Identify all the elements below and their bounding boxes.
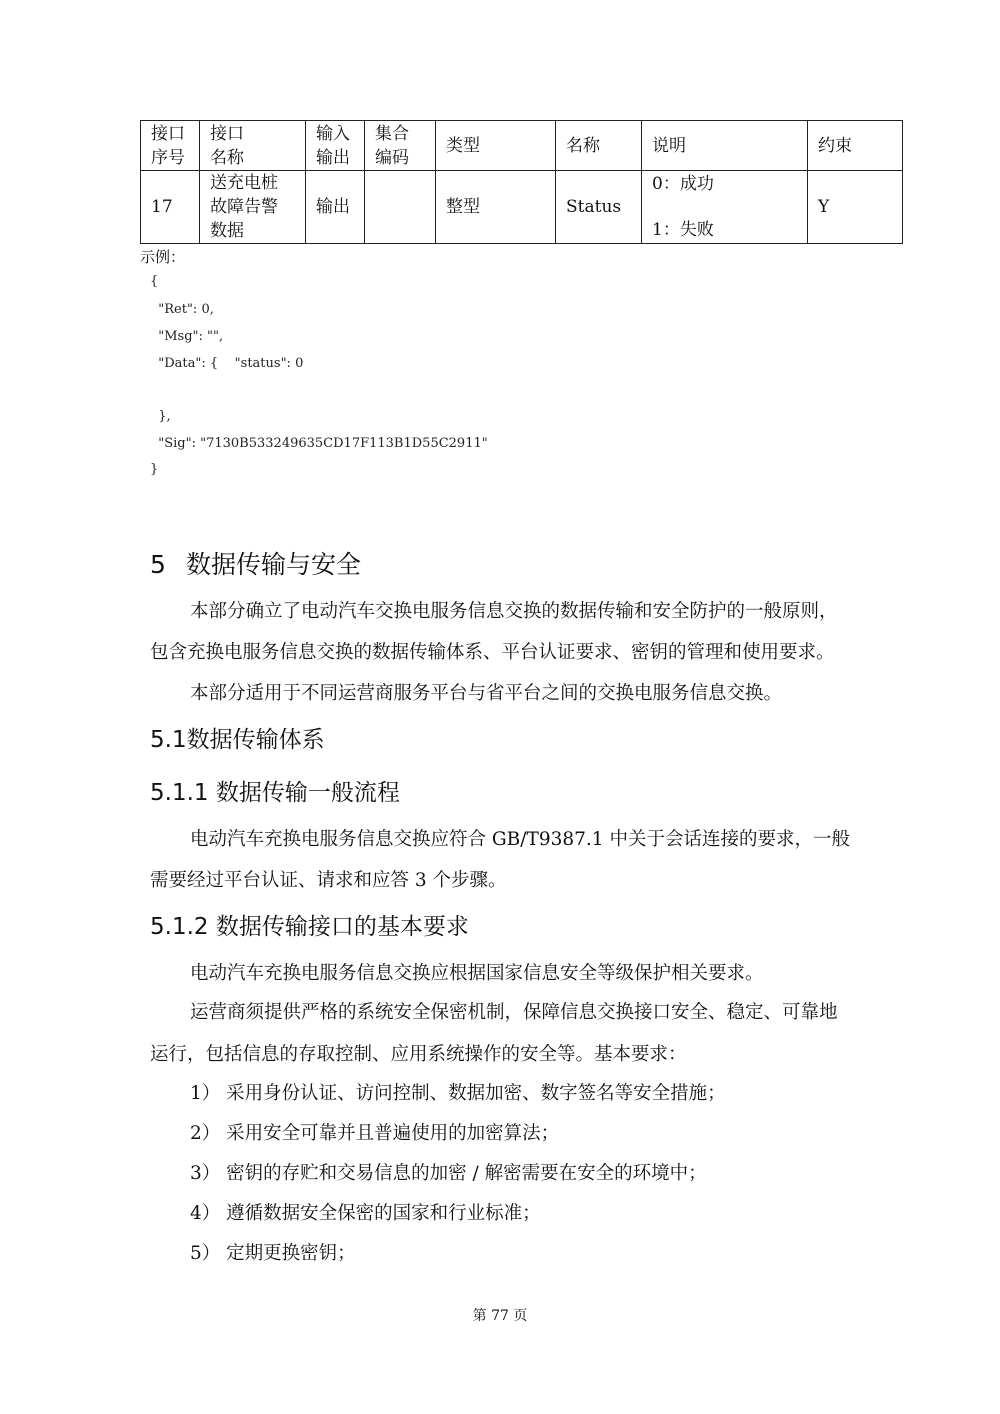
section-title: 数据传输与安全	[186, 550, 362, 579]
header-cell: 输入 输出	[306, 121, 365, 171]
code-line: {	[150, 274, 159, 289]
list-item: 5） 定期更换密钥；	[190, 1243, 356, 1264]
header-cell: 接口 序号	[141, 121, 200, 171]
list-item: 1） 采用身份认证、访问控制、数据加密、数字签名等安全措施；	[190, 1083, 726, 1104]
section-5-1-2-heading: 5.1.2 数据传输接口的基本要求	[150, 914, 469, 940]
code-line: "Msg": "",	[150, 329, 224, 344]
list-item: 2） 采用安全可靠并且普遍使用的加密算法；	[190, 1123, 560, 1144]
paragraph: 需要经过平台认证、请求和应答 3 个步骤。	[150, 870, 507, 891]
cell-index: 17	[141, 171, 200, 244]
section-5-1-1-heading: 5.1.1 数据传输一般流程	[150, 780, 400, 806]
header-cell: 集合 编码	[365, 121, 436, 171]
interface-table	[140, 120, 903, 244]
paragraph: 电动汽车充换电服务信息交换应根据国家信息安全等级保护相关要求。	[190, 963, 764, 984]
example-label: 示例：	[140, 248, 186, 266]
header-cell: 类型	[436, 121, 556, 171]
table-header-row	[141, 121, 903, 171]
list-item: 3） 密钥的存贮和交易信息的加密 / 解密需要在安全的环境中；	[190, 1163, 707, 1184]
paragraph: 包含充换电服务信息交换的数据传输体系、平台认证要求、密钥的管理和使用要求。	[150, 642, 835, 663]
code-line: "Ret": 0,	[150, 302, 214, 317]
cell-type: 整型	[436, 171, 556, 244]
list-item: 4） 遵循数据安全保密的国家和行业标准；	[190, 1203, 541, 1224]
table-row	[141, 171, 903, 244]
header-cell: 约束	[808, 121, 903, 171]
code-line: "Sig": "7130B533249635CD17F113B1D55C2911"	[150, 436, 488, 451]
paragraph: 电动汽车充换电服务信息交换应符合 GB/T9387.1 中关于会话连接的要求，一般	[190, 829, 850, 850]
header-cell: 说明	[642, 121, 808, 171]
cell-name: 送充电桩 故障告警 数据	[200, 171, 306, 244]
header-cell: 接口 名称	[200, 121, 306, 171]
paragraph: 运行，包括信息的存取控制、应用系统操作的安全等。基本要求：	[150, 1044, 687, 1065]
header-cell: 名称	[556, 121, 642, 171]
code-line: },	[150, 409, 171, 424]
paragraph: 本部分适用于不同运营商服务平台与省平台之间的交换电服务信息交换。	[190, 683, 783, 704]
code-line: }	[150, 462, 159, 477]
section-5-1-heading: 5.1数据传输体系	[150, 727, 325, 753]
paragraph: 运营商须提供严格的系统安全保密机制，保障信息交换接口安全、稳定、可靠地	[190, 1002, 838, 1023]
section-number: 5	[150, 550, 166, 579]
page-number: 第 77 页	[472, 1308, 528, 1324]
cell-code	[365, 171, 436, 244]
cell-constraint: Y	[808, 171, 903, 244]
cell-field-name: Status	[556, 171, 642, 244]
code-line: "Data": { "status": 0	[150, 356, 304, 371]
cell-desc: 0：成功 1：失败	[642, 171, 808, 244]
section-5-heading	[150, 545, 361, 581]
cell-io: 输出	[306, 171, 365, 244]
paragraph: 本部分确立了电动汽车交换电服务信息交换的数据传输和安全防护的一般原则，	[190, 601, 838, 622]
